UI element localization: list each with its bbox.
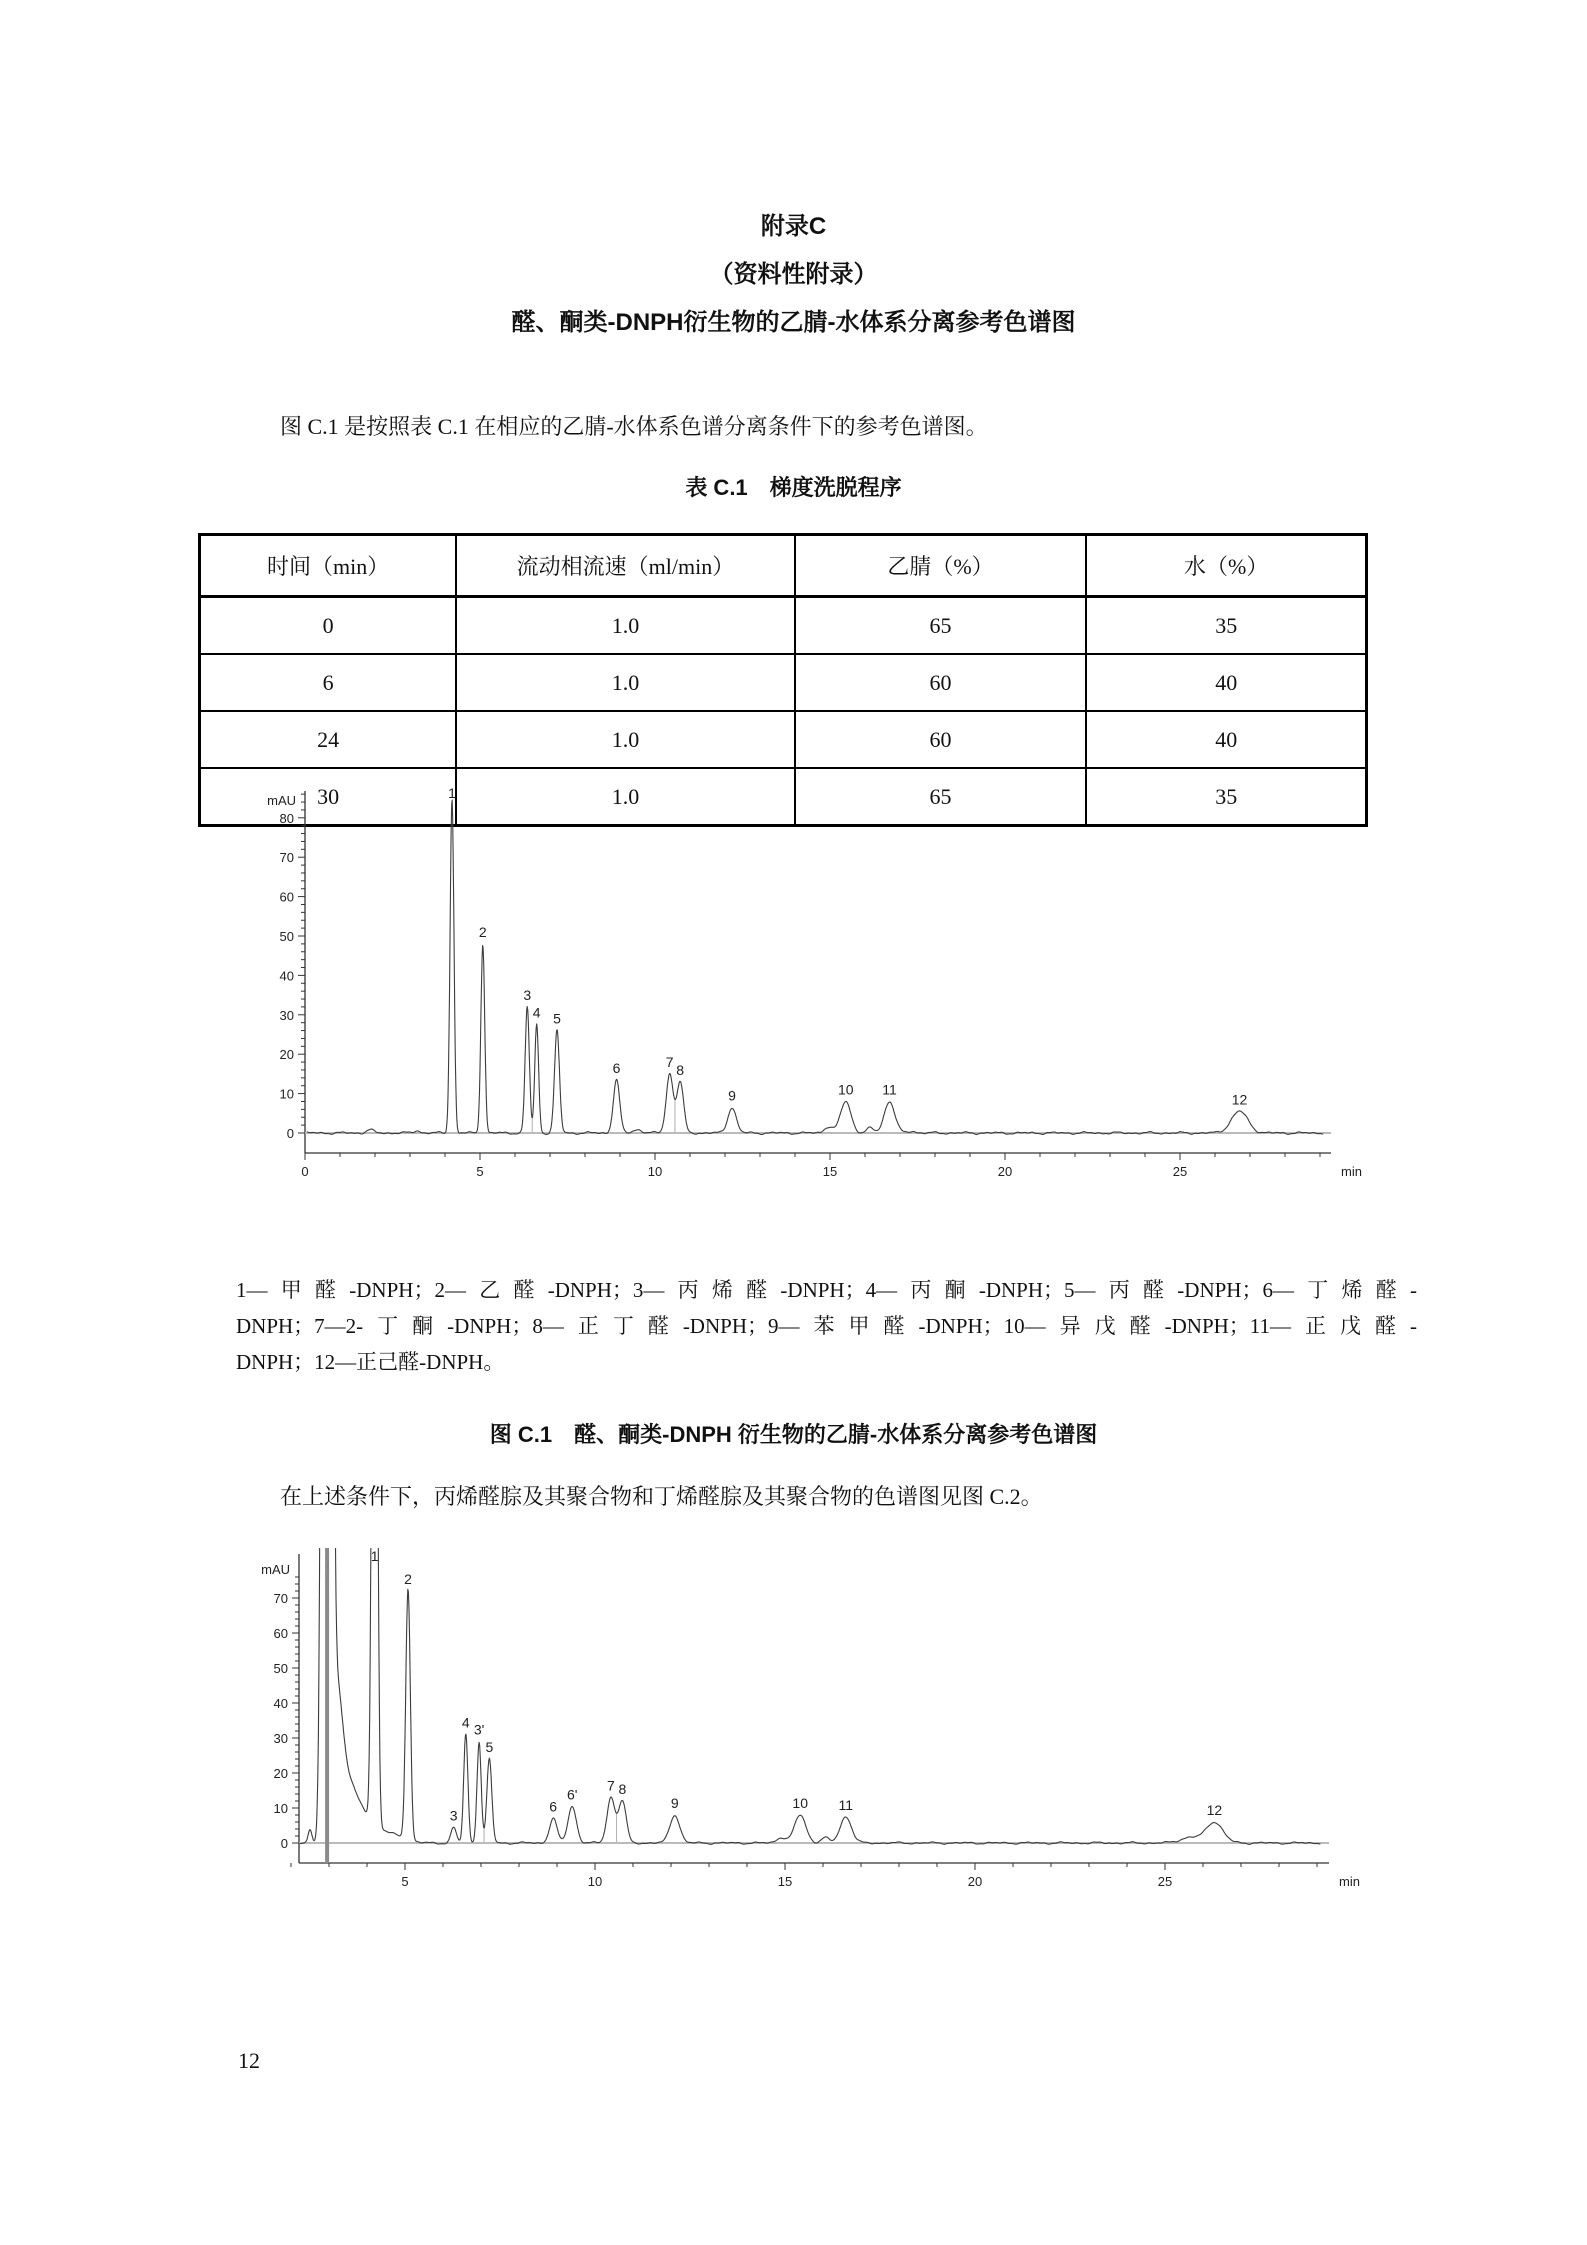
svg-text:12: 12 bbox=[1231, 1091, 1248, 1108]
svg-text:3: 3 bbox=[523, 986, 532, 1003]
svg-text:25: 25 bbox=[1172, 1164, 1188, 1179]
svg-text:10: 10 bbox=[792, 1795, 808, 1811]
svg-text:3: 3 bbox=[449, 1807, 458, 1824]
svg-text:min: min bbox=[1339, 1874, 1360, 1889]
svg-text:11: 11 bbox=[882, 1081, 897, 1098]
table-cell: 1.0 bbox=[456, 654, 794, 711]
svg-text:7: 7 bbox=[607, 1777, 615, 1794]
svg-text:2: 2 bbox=[478, 923, 487, 940]
svg-text:15: 15 bbox=[822, 1164, 838, 1179]
svg-text:2: 2 bbox=[404, 1571, 412, 1587]
svg-text:0: 0 bbox=[280, 1836, 288, 1851]
svg-text:min: min bbox=[1341, 1164, 1362, 1179]
table-header-cell: 水（%） bbox=[1086, 535, 1366, 597]
svg-text:9: 9 bbox=[728, 1087, 736, 1104]
table-header-cell: 乙腈（%） bbox=[795, 535, 1087, 597]
svg-text:25: 25 bbox=[1157, 1874, 1173, 1889]
figure-c1-peak-note bbox=[236, 1272, 1417, 1380]
figure-c1-chromatogram bbox=[185, 783, 1485, 1203]
page-number: 12 bbox=[238, 2048, 260, 2073]
table-cell: 1.0 bbox=[456, 711, 794, 768]
svg-text:10: 10 bbox=[279, 1086, 294, 1102]
table-cell: 40 bbox=[1086, 654, 1366, 711]
table-row bbox=[200, 597, 1367, 655]
table-cell: 65 bbox=[795, 768, 1087, 826]
second-paragraph: 在上述条件下，丙烯醛腙及其聚合物和丁烯醛腙及其聚合物的色谱图见图 C.2。 bbox=[280, 1484, 1043, 1509]
table-header-row bbox=[200, 535, 1367, 597]
svg-text:15: 15 bbox=[777, 1874, 793, 1889]
table-cell: 40 bbox=[1086, 711, 1366, 768]
table-cell: 35 bbox=[1086, 597, 1366, 655]
appendix-title: 附录C bbox=[760, 213, 827, 240]
svg-text:20: 20 bbox=[279, 1047, 294, 1063]
svg-text:60: 60 bbox=[279, 889, 294, 905]
table-cell: 60 bbox=[795, 654, 1087, 711]
svg-text:20: 20 bbox=[967, 1874, 983, 1889]
svg-text:0: 0 bbox=[301, 1164, 309, 1179]
svg-text:7: 7 bbox=[665, 1053, 674, 1070]
svg-text:40: 40 bbox=[273, 1696, 288, 1711]
svg-text:6: 6 bbox=[612, 1059, 621, 1076]
svg-text:mAU: mAU bbox=[267, 793, 296, 808]
table-header-cell: 时间（min） bbox=[200, 535, 457, 597]
figure-c1-caption: 图 C.1 醛、酮类-DNPH 衍生物的乙腈-水体系分离参考色谱图 bbox=[489, 1422, 1098, 1447]
table-cell: 35 bbox=[1086, 768, 1366, 826]
table-cell: 1.0 bbox=[456, 768, 794, 826]
note-line: 1—甲醛-DNPH；2—乙醛-DNPH；3—丙烯醛-DNPH；4—丙酮-DNPH；5—丙醛-DNPH；6—丁烯醛- bbox=[236, 1278, 1417, 1302]
table-cell: 6 bbox=[200, 654, 457, 711]
appendix-type-label: （资料性附录） bbox=[709, 261, 878, 288]
svg-text:20: 20 bbox=[273, 1766, 288, 1781]
appendix-subject-title: 醛、酮类-DNPH衍生物的乙腈-水体系分离参考色谱图 bbox=[511, 309, 1076, 336]
svg-text:6': 6' bbox=[566, 1786, 578, 1803]
svg-text:0: 0 bbox=[286, 1126, 294, 1141]
table-c1-title: 表 C.1 梯度洗脱程序 bbox=[685, 475, 902, 500]
table-cell: 65 bbox=[795, 597, 1087, 655]
svg-text:70: 70 bbox=[273, 1591, 288, 1606]
svg-text:6: 6 bbox=[549, 1798, 558, 1815]
figure-c2-chromatogram bbox=[185, 1528, 1485, 1928]
svg-text:10: 10 bbox=[647, 1164, 663, 1179]
table-cell: 60 bbox=[795, 711, 1087, 768]
svg-text:8: 8 bbox=[618, 1781, 627, 1797]
svg-text:5: 5 bbox=[401, 1874, 409, 1889]
svg-text:4: 4 bbox=[532, 1004, 541, 1021]
table-cell: 30 bbox=[200, 768, 457, 826]
svg-text:30: 30 bbox=[279, 1007, 294, 1023]
note-line: DNPH；7—2-丁酮-DNPH；8—正丁醛-DNPH；9—苯甲醛-DNPH；10—异戊醛-DNPH；11—正戊醛- bbox=[236, 1314, 1417, 1338]
table-row bbox=[200, 654, 1367, 711]
svg-text:12: 12 bbox=[1206, 1802, 1223, 1818]
svg-text:80: 80 bbox=[279, 810, 294, 826]
table-row bbox=[200, 711, 1367, 768]
svg-text:5: 5 bbox=[553, 1010, 561, 1027]
svg-text:5: 5 bbox=[485, 1739, 494, 1755]
svg-text:5: 5 bbox=[476, 1164, 484, 1179]
svg-text:1: 1 bbox=[448, 785, 456, 801]
note-line: DNPH；12—正己醛-DNPH。 bbox=[236, 1350, 505, 1374]
table-cell: 24 bbox=[200, 711, 457, 768]
table-cell: 0 bbox=[200, 597, 457, 655]
svg-text:20: 20 bbox=[997, 1164, 1013, 1179]
svg-text:3': 3' bbox=[473, 1721, 485, 1738]
svg-text:30: 30 bbox=[273, 1731, 288, 1746]
svg-text:60: 60 bbox=[273, 1626, 288, 1641]
svg-text:50: 50 bbox=[279, 929, 294, 944]
svg-text:4: 4 bbox=[461, 1714, 470, 1731]
svg-text:10: 10 bbox=[837, 1081, 854, 1098]
svg-text:70: 70 bbox=[279, 850, 294, 866]
svg-text:mAU: mAU bbox=[261, 1562, 290, 1577]
table-cell: 1.0 bbox=[456, 597, 794, 655]
intro-paragraph: 图 C.1 是按照表 C.1 在相应的乙腈-水体系色谱分离条件下的参考色谱图。 bbox=[280, 414, 988, 439]
svg-text:40: 40 bbox=[279, 968, 294, 984]
svg-text:11: 11 bbox=[838, 1796, 854, 1813]
svg-text:8: 8 bbox=[676, 1061, 685, 1078]
svg-text:10: 10 bbox=[587, 1874, 603, 1889]
svg-text:1: 1 bbox=[370, 1548, 379, 1564]
svg-text:50: 50 bbox=[273, 1661, 288, 1676]
svg-text:10: 10 bbox=[273, 1801, 288, 1816]
svg-text:9: 9 bbox=[670, 1795, 679, 1811]
table-header-cell: 流动相流速（ml/min） bbox=[456, 535, 794, 597]
